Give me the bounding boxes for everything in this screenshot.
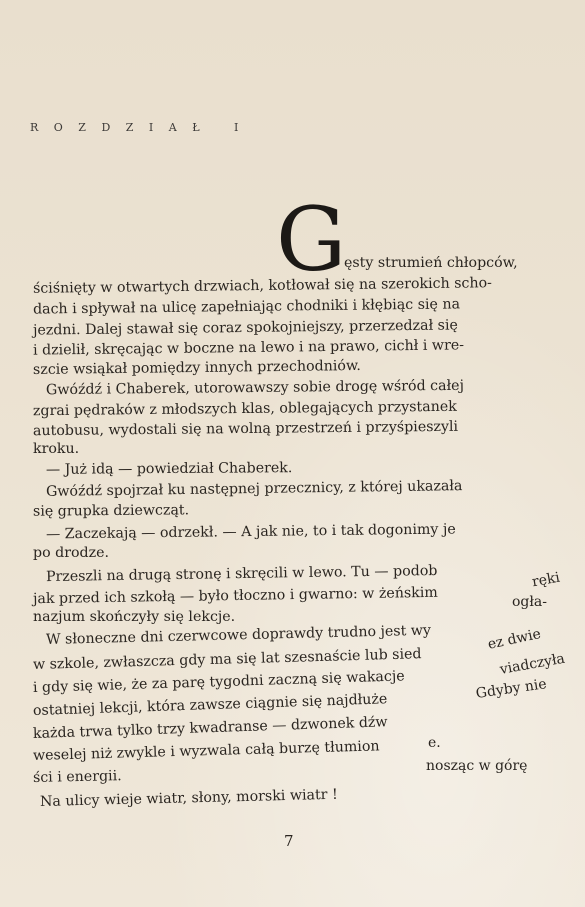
- text-line: — Już idą — powiedział Chaberek.: [45, 460, 293, 478]
- text-fragment: ez dwie: [486, 625, 543, 653]
- chapter-heading: ROZDZIAŁ I: [30, 121, 254, 134]
- text-line: W słoneczne dni czerwcowe doprawdy trudno jest wy: [45, 622, 432, 648]
- text-line: jak przed ich szkołą — było tłoczno i gwarno: w żeńskim: [32, 584, 438, 608]
- text-fragment: e.: [428, 735, 441, 751]
- text-line: ściśnięty w otwartych drzwiach, kotłował się na szerokich scho-: [32, 275, 493, 297]
- text-line: nazjum skończyły się lekcje.: [33, 609, 236, 625]
- text-line: po drodze.: [33, 545, 110, 561]
- text-line: i gdy się wie, że za parę tygodni zaczną się wakacje: [32, 668, 405, 696]
- page-number: 7: [284, 832, 294, 850]
- text-line: ęsty strumień chłopców,: [344, 255, 518, 271]
- text-fragment: ręki: [530, 569, 562, 591]
- text-line: ści i energii.: [32, 768, 122, 786]
- text-line: autobusu, wydostali się na wolną przestrzeń i przyśpieszyli: [32, 418, 459, 440]
- text-line: i dzielił, skręcając w boczne na lewo i na prawo, cichł i wre-: [32, 337, 465, 359]
- text-line: Na ulicy wieje wiatr, słony, morski wiatr !: [39, 786, 338, 810]
- drop-cap: G: [276, 188, 347, 291]
- text-fragment: ogła-: [512, 594, 548, 610]
- text-line: każda trwa tylko trzy kwadranse — dzwonek dźw: [32, 714, 388, 742]
- text-line: — Zaczekają — odrzekł. — A jak nie, to i tak dogonimy je: [45, 521, 456, 543]
- text-line: Przeszli na drugą stronę i skręcili w lewo. Tu — podob: [45, 562, 438, 586]
- text-line: się grupka dziewcząt.: [32, 502, 190, 520]
- text-line: Gwóźdź i Chaberek, utorowawszy sobie drogę wśród całej: [45, 377, 465, 399]
- text-fragment: nosząc w górę: [426, 758, 528, 774]
- text-fragment: viadczyła: [498, 650, 567, 678]
- text-line: Gwóźdź spojrzał ku następnej przecznicy, z której ukazała: [45, 478, 463, 500]
- text-line: jezdni. Dalej stawał się coraz spokojniejszy, przerzedzał się: [32, 317, 458, 339]
- text-fragment: Gdyby nie: [474, 676, 548, 702]
- text-line: kroku.: [33, 441, 80, 457]
- text-line: ostatniej lekcji, która zawsze ciągnie się najdłuże: [32, 691, 388, 719]
- text-line: w szkole, zwłaszcza gdy ma się lat szesnaście lub sied: [32, 646, 422, 673]
- text-line: zgrai pędraków z młodszych klas, oblegających przystanek: [32, 398, 457, 420]
- text-line: weselej niż zwykle i wyzwala całą burzę tłumion: [32, 738, 380, 764]
- text-line: dach i spływał na ulicę zapełniając chodniki i kłębiąc się na: [32, 296, 461, 318]
- text-line: szcie wsiąkał pomiędzy innych przechodniów.: [32, 357, 361, 379]
